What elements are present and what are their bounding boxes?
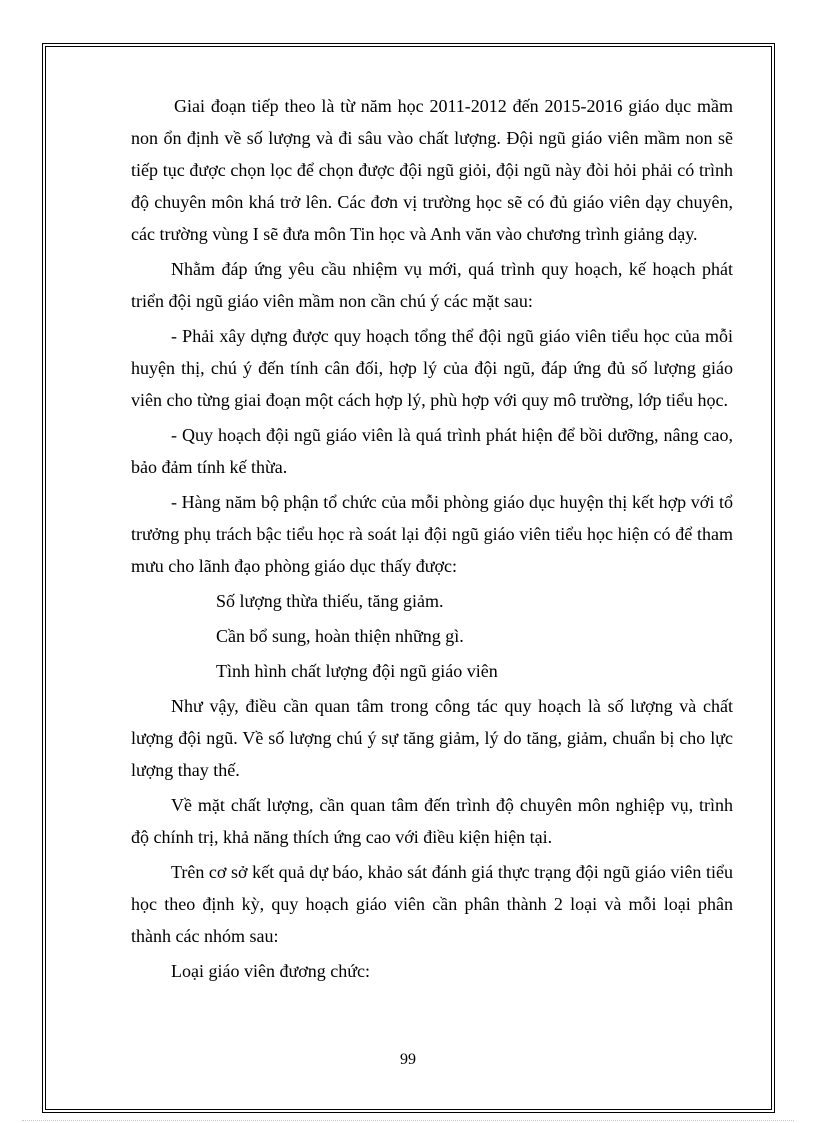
footer-divider [22,1120,794,1121]
bullet-overall-plan: - Phải xây dựng được quy hoạch tổng thể đội ngũ giáo viên tiểu học của mỗi huyện thị, chú ý đến tính cân đối, hợp lý của đội ngũ, đáp ứng đủ số lượng giáo viên cho từng giai đoạn một cách hợp lý, phù hợp với quy mô trường, lớp tiểu học. [131,326,733,410]
document-body [131,90,733,990]
bullet-succession: - Quy hoạch đội ngũ giáo viên là quá trình phát hiện để bồi dưỡng, nâng cao, bảo đảm tính kế thừa. [131,425,733,477]
page-number: 99 [400,1051,416,1068]
paragraph-requirements: Nhằm đáp ứng yêu cầu nhiệm vụ mới, quá trình quy hoạch, kế hoạch phát triển đội ngũ giáo viên mầm non cần chú ý các mặt sau: [131,259,733,311]
paragraph-teacher-type: Loại giáo viên đương chức: [171,961,370,981]
paragraph-intro: Giai đoạn tiếp theo là từ năm học 2011-2012 đến 2015-2016 giáo dục mầm non ổn định về số lượng và đi sâu vào chất lượng. Đội ngũ giáo viên mầm non sẽ tiếp tục được chọn lọc để chọn được đội ngũ giỏi, đội ngũ này đòi hỏi phải có trình độ chuyên môn khá trở lên. Các đơn vị trường học sẽ có đủ giáo viên dạy chuyên, các trường vùng I sẽ đưa môn Tin học và Anh văn vào chương trình giảng dạy. [131,96,733,244]
sub-item-quantity: Số lượng thừa thiếu, tăng giảm. [216,591,444,611]
paragraph-summary: Như vậy, điều cần quan tâm trong công tác quy hoạch là số lượng và chất lượng đội ngũ. Về số lượng chú ý sự tăng giảm, lý do tăng, giảm, chuẩn bị cho lực lượng thay thế. [131,696,733,780]
sub-item-quality: Tình hình chất lượng đội ngũ giáo viên [216,661,498,681]
bullet-annual-review: - Hàng năm bộ phận tổ chức của mỗi phòng giáo dục huyện thị kết hợp với tổ trưởng phụ trách bậc tiểu học rà soát lại đội ngũ giáo viên tiểu học hiện có để tham mưu cho lãnh đạo phòng giáo dục thấy được: [131,492,733,576]
sub-item-supplement: Cần bổ sung, hoàn thiện những gì. [216,626,464,646]
paragraph-quality: Về mặt chất lượng, cần quan tâm đến trình độ chuyên môn nghiệp vụ, trình độ chính trị, khả năng thích ứng cao với điều kiện hiện tại. [131,795,733,847]
paragraph-classification: Trên cơ sở kết quả dự báo, khảo sát đánh giá thực trạng đội ngũ giáo viên tiểu học theo định kỳ, quy hoạch giáo viên cần phân thành 2 loại và mỗi loại phân thành các nhóm sau: [131,862,733,946]
